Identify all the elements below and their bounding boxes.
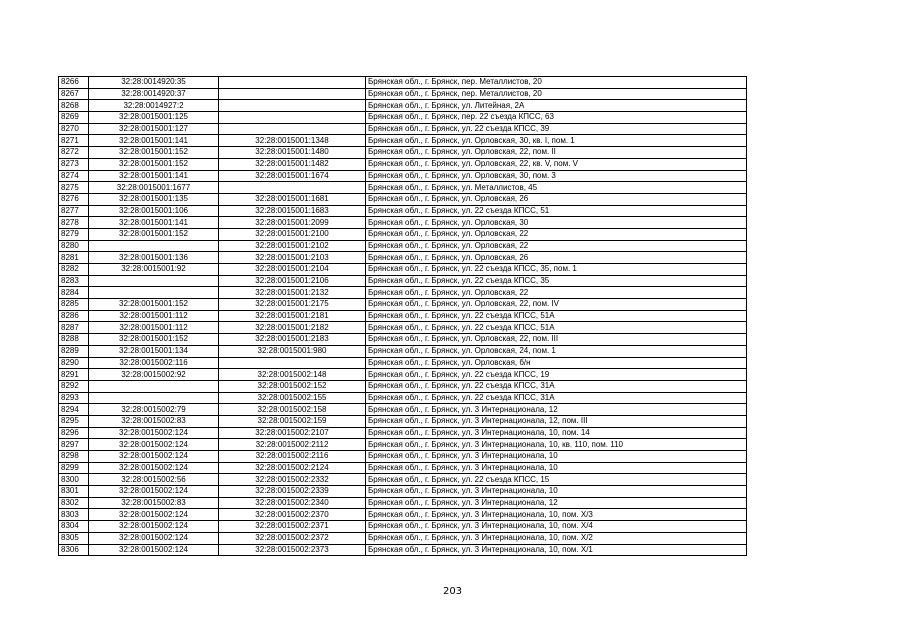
- address-cell: Брянская обл., г. Брянск, пер. 22 съезда КПСС, 63: [366, 112, 747, 124]
- address-cell: Брянская обл., г. Брянск, ул. 3 Интернационала, 10: [366, 462, 747, 474]
- row-number-cell: 8269: [59, 112, 89, 124]
- object-cadastral-number-cell: 32:28:0015001:1480: [219, 147, 366, 159]
- land-plot-cadastral-number-cell: 32:28:0015002:124: [89, 486, 219, 498]
- address-cell: Брянская обл., г. Брянск, ул. Орловская, 22: [366, 240, 747, 252]
- land-plot-cadastral-number-cell: 32:28:0015001:127: [89, 123, 219, 135]
- table-row: [59, 228, 747, 240]
- object-cadastral-number-cell: 32:28:0015001:2175: [219, 299, 366, 311]
- land-plot-cadastral-number-cell: 32:28:0015002:79: [89, 404, 219, 416]
- land-plot-cadastral-number-cell: 32:28:0015001:106: [89, 205, 219, 217]
- land-plot-cadastral-number-cell: 32:28:0015002:124: [89, 451, 219, 463]
- row-number-cell: 8287: [59, 322, 89, 334]
- table-row: [59, 240, 747, 252]
- row-number-cell: 8289: [59, 345, 89, 357]
- table-row: [59, 135, 747, 147]
- land-plot-cadastral-number-cell: [89, 380, 219, 392]
- row-number-cell: 8303: [59, 509, 89, 521]
- address-cell: Брянская обл., г. Брянск, ул. 3 Интернационала, 12: [366, 404, 747, 416]
- row-number-cell: 8282: [59, 264, 89, 276]
- land-plot-cadastral-number-cell: 32:28:0015001:141: [89, 170, 219, 182]
- land-plot-cadastral-number-cell: 32:28:0015002:116: [89, 357, 219, 369]
- object-cadastral-number-cell: [219, 357, 366, 369]
- object-cadastral-number-cell: 32:28:0015001:2106: [219, 275, 366, 287]
- table-row: [59, 474, 747, 486]
- address-cell: Брянская обл., г. Брянск, ул. Орловская, 22: [366, 228, 747, 240]
- land-plot-cadastral-number-cell: 32:28:0015002:56: [89, 474, 219, 486]
- land-plot-cadastral-number-cell: 32:28:0015002:124: [89, 427, 219, 439]
- table-row: [59, 275, 747, 287]
- object-cadastral-number-cell: 32:28:0015002:2371: [219, 521, 366, 533]
- land-plot-cadastral-number-cell: 32:28:0015001:1677: [89, 182, 219, 194]
- object-cadastral-number-cell: 32:28:0015002:2370: [219, 509, 366, 521]
- land-plot-cadastral-number-cell: 32:28:0015002:83: [89, 415, 219, 427]
- row-number-cell: 8290: [59, 357, 89, 369]
- row-number-cell: 8293: [59, 392, 89, 404]
- row-number-cell: 8296: [59, 427, 89, 439]
- table-row: [59, 193, 747, 205]
- object-cadastral-number-cell: [219, 100, 366, 112]
- table-row: [59, 322, 747, 334]
- object-cadastral-number-cell: 32:28:0015002:2112: [219, 439, 366, 451]
- table-row: [59, 462, 747, 474]
- address-cell: Брянская обл., г. Брянск, ул. Орловская, 26: [366, 252, 747, 264]
- address-cell: Брянская обл., г. Брянск, ул. 3 Интернационала, 12, пом. III: [366, 415, 747, 427]
- row-number-cell: 8283: [59, 275, 89, 287]
- land-plot-cadastral-number-cell: 32:28:0015001:92: [89, 264, 219, 276]
- row-number-cell: 8277: [59, 205, 89, 217]
- address-cell: Брянская обл., г. Брянск, ул. Орловская, 24, пом. 1: [366, 345, 747, 357]
- row-number-cell: 8301: [59, 486, 89, 498]
- object-cadastral-number-cell: 32:28:0015001:980: [219, 345, 366, 357]
- table-row: [59, 147, 747, 159]
- row-number-cell: 8274: [59, 170, 89, 182]
- page-number: 203: [442, 586, 463, 597]
- table-row: [59, 287, 747, 299]
- address-cell: Брянская обл., г. Брянск, ул. 22 съезда КПСС, 35: [366, 275, 747, 287]
- address-cell: Брянская обл., г. Брянск, ул. 3 Интернационала, 12: [366, 497, 747, 509]
- object-cadastral-number-cell: 32:28:0015001:2102: [219, 240, 366, 252]
- row-number-cell: 8280: [59, 240, 89, 252]
- address-cell: Брянская обл., г. Брянск, ул. 3 Интернационала, 10, пом. Х/4: [366, 521, 747, 533]
- address-cell: Брянская обл., г. Брянск, ул. Орловская, 22: [366, 287, 747, 299]
- land-plot-cadastral-number-cell: 32:28:0015001:152: [89, 158, 219, 170]
- table-row: [59, 205, 747, 217]
- object-cadastral-number-cell: 32:28:0015001:2132: [219, 287, 366, 299]
- table-row: [59, 123, 747, 135]
- row-number-cell: 8286: [59, 310, 89, 322]
- row-number-cell: 8285: [59, 299, 89, 311]
- object-cadastral-number-cell: 32:28:0015001:2182: [219, 322, 366, 334]
- row-number-cell: 8299: [59, 462, 89, 474]
- address-cell: Брянская обл., г. Брянск, ул. Орловская, 22, кв. V, пом. V: [366, 158, 747, 170]
- object-cadastral-number-cell: 32:28:0015001:2103: [219, 252, 366, 264]
- object-cadastral-number-cell: 32:28:0015001:1681: [219, 193, 366, 205]
- address-cell: Брянская обл., г. Брянск, ул. 3 Интернационала, 10, кв. 110, пом. 110: [366, 439, 747, 451]
- row-number-cell: 8297: [59, 439, 89, 451]
- row-number-cell: 8304: [59, 521, 89, 533]
- address-cell: Брянская обл., г. Брянск, ул. Орловская, 22, пом. III: [366, 334, 747, 346]
- row-number-cell: 8288: [59, 334, 89, 346]
- table-row: [59, 77, 747, 89]
- object-cadastral-number-cell: 32:28:0015001:1482: [219, 158, 366, 170]
- row-number-cell: 8273: [59, 158, 89, 170]
- address-cell: Брянская обл., г. Брянск, ул. 22 съезда КПСС, 15: [366, 474, 747, 486]
- address-cell: Брянская обл., г. Брянск, ул. 22 съезда КПСС, 51: [366, 205, 747, 217]
- row-number-cell: 8272: [59, 147, 89, 159]
- land-plot-cadastral-number-cell: 32:28:0015002:124: [89, 532, 219, 544]
- land-plot-cadastral-number-cell: 32:28:0015001:135: [89, 193, 219, 205]
- address-cell: Брянская обл., г. Брянск, ул. Орловская, 22, пом. II: [366, 147, 747, 159]
- object-cadastral-number-cell: 32:28:0015001:2104: [219, 264, 366, 276]
- object-cadastral-number-cell: 32:28:0015002:2340: [219, 497, 366, 509]
- object-cadastral-number-cell: 32:28:0015001:1683: [219, 205, 366, 217]
- row-number-cell: 8306: [59, 544, 89, 556]
- land-plot-cadastral-number-cell: 32:28:0015001:141: [89, 217, 219, 229]
- row-number-cell: 8305: [59, 532, 89, 544]
- address-cell: Брянская обл., г. Брянск, ул. 22 съезда КПСС, 19: [366, 369, 747, 381]
- object-cadastral-number-cell: [219, 123, 366, 135]
- table-row: [59, 217, 747, 229]
- address-cell: Брянская обл., г. Брянск, ул. Орловская, 30, пом. 3: [366, 170, 747, 182]
- land-plot-cadastral-number-cell: 32:28:0014927:2: [89, 100, 219, 112]
- land-plot-cadastral-number-cell: 32:28:0015001:112: [89, 322, 219, 334]
- land-plot-cadastral-number-cell: 32:28:0015001:152: [89, 299, 219, 311]
- address-cell: Брянская обл., г. Брянск, ул. Орловская, 30: [366, 217, 747, 229]
- address-cell: Брянская обл., г. Брянск, ул. 22 съезда КПСС, 31А: [366, 392, 747, 404]
- row-number-cell: 8268: [59, 100, 89, 112]
- land-plot-cadastral-number-cell: 32:28:0015001:125: [89, 112, 219, 124]
- row-number-cell: 8295: [59, 415, 89, 427]
- land-plot-cadastral-number-cell: [89, 240, 219, 252]
- address-cell: Брянская обл., г. Брянск, ул. Орловская, 22, пом. IV: [366, 299, 747, 311]
- object-cadastral-number-cell: 32:28:0015001:1348: [219, 135, 366, 147]
- object-cadastral-number-cell: 32:28:0015002:2339: [219, 486, 366, 498]
- object-cadastral-number-cell: 32:28:0015002:152: [219, 380, 366, 392]
- address-cell: Брянская обл., г. Брянск, ул. Орловская, б/н: [366, 357, 747, 369]
- table-row: [59, 380, 747, 392]
- row-number-cell: 8276: [59, 193, 89, 205]
- row-number-cell: 8266: [59, 77, 89, 89]
- table-row: [59, 299, 747, 311]
- table-row: [59, 521, 747, 533]
- table-row: [59, 509, 747, 521]
- row-number-cell: 8281: [59, 252, 89, 264]
- table-row: [59, 264, 747, 276]
- object-cadastral-number-cell: 32:28:0015001:2099: [219, 217, 366, 229]
- row-number-cell: 8279: [59, 228, 89, 240]
- address-cell: Брянская обл., г. Брянск, пер. Металлистов, 20: [366, 77, 747, 89]
- address-cell: Брянская обл., г. Брянск, ул. 3 Интернационала, 10, пом. Х/3: [366, 509, 747, 521]
- table-row: [59, 544, 747, 556]
- land-plot-cadastral-number-cell: [89, 275, 219, 287]
- table-row: [59, 451, 747, 463]
- land-plot-cadastral-number-cell: 32:28:0015001:112: [89, 310, 219, 322]
- table-row: [59, 252, 747, 264]
- object-cadastral-number-cell: 32:28:0015002:2373: [219, 544, 366, 556]
- table-row: [59, 100, 747, 112]
- row-number-cell: 8292: [59, 380, 89, 392]
- table-row: [59, 345, 747, 357]
- land-plot-cadastral-number-cell: 32:28:0015002:92: [89, 369, 219, 381]
- object-cadastral-number-cell: 32:28:0015001:1674: [219, 170, 366, 182]
- object-cadastral-number-cell: 32:28:0015001:2100: [219, 228, 366, 240]
- table-row: [59, 497, 747, 509]
- land-plot-cadastral-number-cell: 32:28:0015001:134: [89, 345, 219, 357]
- object-cadastral-number-cell: 32:28:0015002:155: [219, 392, 366, 404]
- address-cell: Брянская обл., г. Брянск, ул. 3 Интернационала, 10, пом. Х/2: [366, 532, 747, 544]
- row-number-cell: 8291: [59, 369, 89, 381]
- object-cadastral-number-cell: 32:28:0015002:2124: [219, 462, 366, 474]
- land-plot-cadastral-number-cell: [89, 287, 219, 299]
- table-row: [59, 486, 747, 498]
- table-row: [59, 88, 747, 100]
- row-number-cell: 8302: [59, 497, 89, 509]
- object-cadastral-number-cell: 32:28:0015002:2107: [219, 427, 366, 439]
- land-plot-cadastral-number-cell: 32:28:0015002:83: [89, 497, 219, 509]
- object-cadastral-number-cell: 32:28:0015002:2372: [219, 532, 366, 544]
- table-row: [59, 369, 747, 381]
- table-row: [59, 532, 747, 544]
- object-cadastral-number-cell: [219, 182, 366, 194]
- address-cell: Брянская обл., г. Брянск, ул. 22 съезда КПСС, 39: [366, 123, 747, 135]
- land-plot-cadastral-number-cell: 32:28:0015002:124: [89, 544, 219, 556]
- table-row: [59, 170, 747, 182]
- address-cell: Брянская обл., г. Брянск, ул. Металлистов, 45: [366, 182, 747, 194]
- address-cell: Брянская обл., г. Брянск, ул. Орловская, 30, кв. I, пом. 1: [366, 135, 747, 147]
- table-row: [59, 415, 747, 427]
- address-cell: Брянская обл., г. Брянск, ул. 3 Интернационала, 10, пом. 14: [366, 427, 747, 439]
- address-cell: Брянская обл., г. Брянск, ул. 3 Интернационала, 10, пом. Х/1: [366, 544, 747, 556]
- table-row: [59, 334, 747, 346]
- address-cell: Брянская обл., г. Брянск, ул. 22 съезда КПСС, 51А: [366, 310, 747, 322]
- table-row: [59, 427, 747, 439]
- row-number-cell: 8270: [59, 123, 89, 135]
- table-row: [59, 158, 747, 170]
- land-plot-cadastral-number-cell: 32:28:0015001:141: [89, 135, 219, 147]
- object-cadastral-number-cell: 32:28:0015002:2332: [219, 474, 366, 486]
- land-plot-cadastral-number-cell: 32:28:0015001:152: [89, 147, 219, 159]
- row-number-cell: 8300: [59, 474, 89, 486]
- land-plot-cadastral-number-cell: 32:28:0015001:152: [89, 228, 219, 240]
- table-row: [59, 392, 747, 404]
- table-body: [59, 77, 747, 556]
- address-cell: Брянская обл., г. Брянск, ул. Литейная, 2А: [366, 100, 747, 112]
- table-row: [59, 182, 747, 194]
- table-row: [59, 357, 747, 369]
- address-cell: Брянская обл., г. Брянск, ул. Орловская, 26: [366, 193, 747, 205]
- object-cadastral-number-cell: 32:28:0015002:159: [219, 415, 366, 427]
- address-cell: Брянская обл., г. Брянск, ул. 3 Интернационала, 10: [366, 486, 747, 498]
- cadastral-table: [58, 76, 747, 556]
- row-number-cell: 8284: [59, 287, 89, 299]
- row-number-cell: 8271: [59, 135, 89, 147]
- row-number-cell: 8294: [59, 404, 89, 416]
- row-number-cell: 8275: [59, 182, 89, 194]
- address-cell: Брянская обл., г. Брянск, ул. 3 Интернационала, 10: [366, 451, 747, 463]
- row-number-cell: 8267: [59, 88, 89, 100]
- address-cell: Брянская обл., г. Брянск, ул. 22 съезда КПСС, 31А: [366, 380, 747, 392]
- table-row: [59, 310, 747, 322]
- land-plot-cadastral-number-cell: 32:28:0015002:124: [89, 439, 219, 451]
- address-cell: Брянская обл., г. Брянск, пер. Металлистов, 20: [366, 88, 747, 100]
- object-cadastral-number-cell: 32:28:0015002:148: [219, 369, 366, 381]
- object-cadastral-number-cell: 32:28:0015001:2183: [219, 334, 366, 346]
- object-cadastral-number-cell: [219, 77, 366, 89]
- land-plot-cadastral-number-cell: [89, 392, 219, 404]
- table-row: [59, 112, 747, 124]
- object-cadastral-number-cell: [219, 88, 366, 100]
- land-plot-cadastral-number-cell: 32:28:0015001:136: [89, 252, 219, 264]
- land-plot-cadastral-number-cell: 32:28:0014920:37: [89, 88, 219, 100]
- object-cadastral-number-cell: 32:28:0015001:2181: [219, 310, 366, 322]
- land-plot-cadastral-number-cell: 32:28:0015002:124: [89, 521, 219, 533]
- address-cell: Брянская обл., г. Брянск, ул. 22 съезда КПСС, 51А: [366, 322, 747, 334]
- land-plot-cadastral-number-cell: 32:28:0015002:124: [89, 509, 219, 521]
- object-cadastral-number-cell: [219, 112, 366, 124]
- row-number-cell: 8298: [59, 451, 89, 463]
- table-row: [59, 439, 747, 451]
- land-plot-cadastral-number-cell: 32:28:0015002:124: [89, 462, 219, 474]
- table-row: [59, 404, 747, 416]
- row-number-cell: 8278: [59, 217, 89, 229]
- land-plot-cadastral-number-cell: 32:28:0014920:35: [89, 77, 219, 89]
- object-cadastral-number-cell: 32:28:0015002:2116: [219, 451, 366, 463]
- object-cadastral-number-cell: 32:28:0015002:158: [219, 404, 366, 416]
- address-cell: Брянская обл., г. Брянск, ул. 22 съезда КПСС, 35, пом. 1: [366, 264, 747, 276]
- land-plot-cadastral-number-cell: 32:28:0015001:152: [89, 334, 219, 346]
